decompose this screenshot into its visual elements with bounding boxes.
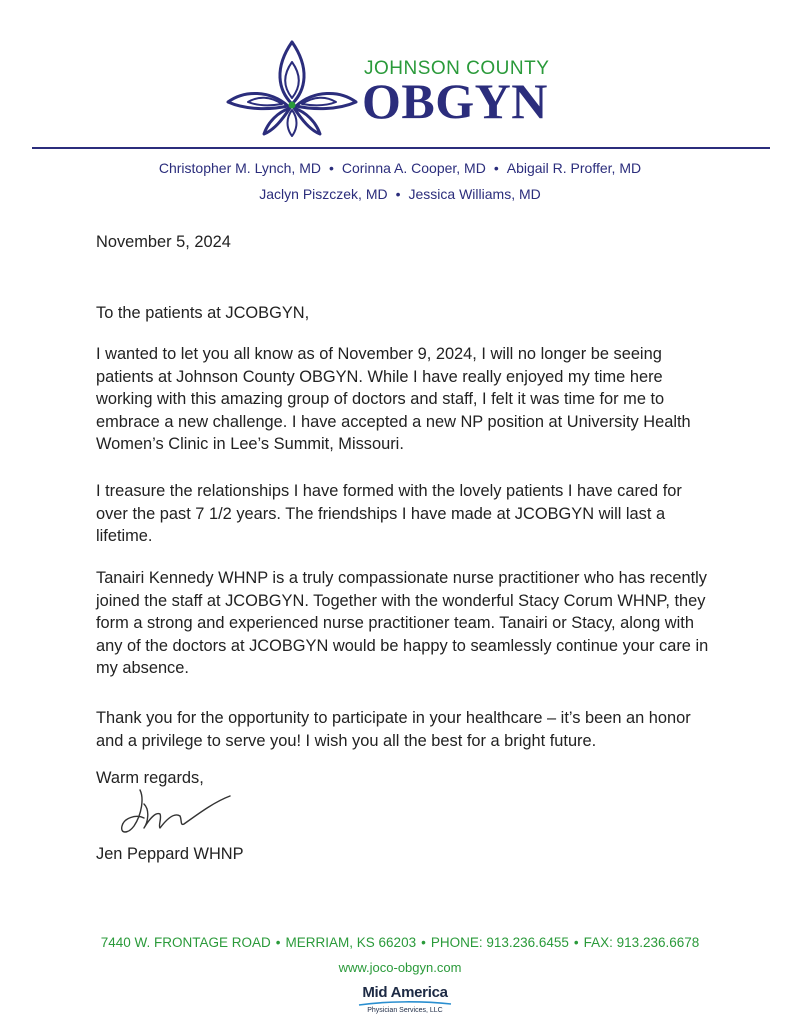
letter-date: November 5, 2024 xyxy=(96,233,231,251)
doctors-line-2 xyxy=(0,186,800,202)
footer-address xyxy=(0,935,800,950)
street-address: 7440 W. FRONTAGE ROAD xyxy=(100,935,271,950)
website-link[interactable]: www.joco-obgyn.com xyxy=(338,960,462,975)
bullet-separator: • xyxy=(275,935,281,950)
partner-logo xyxy=(355,984,455,1014)
bullet-separator: • xyxy=(493,160,499,176)
bullet-separator: • xyxy=(395,186,401,202)
bullet-separator: • xyxy=(328,160,334,176)
partner-subtitle: Physician Services, LLC xyxy=(367,1007,443,1014)
paragraph: I wanted to let you all know as of November 9, 2024, I will no longer be seeing patients at Johnson County OBGYN. While I have really enjoyed my time here working with this amazing group of doctors and staff, I felt it was time for me to embrace a new challenge. I have accepted a new NP position at University Health Women’s Clinic in Lee’s Summit, Missouri. xyxy=(96,345,691,453)
bullet-separator: • xyxy=(421,935,426,950)
city-state-zip: MERRIAM, KS 66203 xyxy=(285,935,417,950)
brand-title: OBGYN xyxy=(362,73,548,129)
signer-name: Jen Peppard WHNP xyxy=(96,845,244,863)
bullet-separator: • xyxy=(573,935,579,950)
paragraph: Tanairi Kennedy WHNP is a truly compassionate nurse practitioner who has recently joined the staff at JCOBGYN. Together with the wonderful Stacy Corum WHNP, they form a strong and experienced nurse practitioner team. Tanairi or Stacy, along with any of the doctors at JCOBGYN would be happy to seamlessly continue your care in my absence. xyxy=(96,569,709,677)
handwritten-signature xyxy=(114,784,234,842)
paragraph: Thank you for the opportunity to participate in your healthcare – it’s been an honor and a privilege to serve you! I wish you all the best for a bright future. xyxy=(96,709,691,750)
fax-number: FAX: 913.236.6678 xyxy=(583,935,700,950)
doctor-name: Corinna A. Cooper, MD xyxy=(341,160,486,176)
brand-subtitle: JOHNSON COUNTY xyxy=(364,58,550,79)
letterhead-divider xyxy=(32,147,770,149)
lily-flower-icon xyxy=(224,38,360,138)
doctor-name: Abigail R. Proffer, MD xyxy=(506,160,642,176)
doctor-name: Christopher M. Lynch, MD xyxy=(158,160,321,176)
salutation: To the patients at JCOBGYN, xyxy=(96,304,310,322)
phone-number: PHONE: 913.236.6455 xyxy=(430,935,569,950)
doctors-line-1 xyxy=(0,160,800,176)
closing: Warm regards, xyxy=(96,769,204,787)
partner-name: Mid America xyxy=(362,984,448,1001)
paragraph: I treasure the relationships I have formed with the lovely patients I have cared for over the past 7 1/2 years. The friendships I have made at JCOBGYN will last a lifetime. xyxy=(96,482,682,545)
doctor-name: Jessica Williams, MD xyxy=(408,186,541,202)
doctor-name: Jaclyn Piszczek, MD xyxy=(259,186,388,202)
